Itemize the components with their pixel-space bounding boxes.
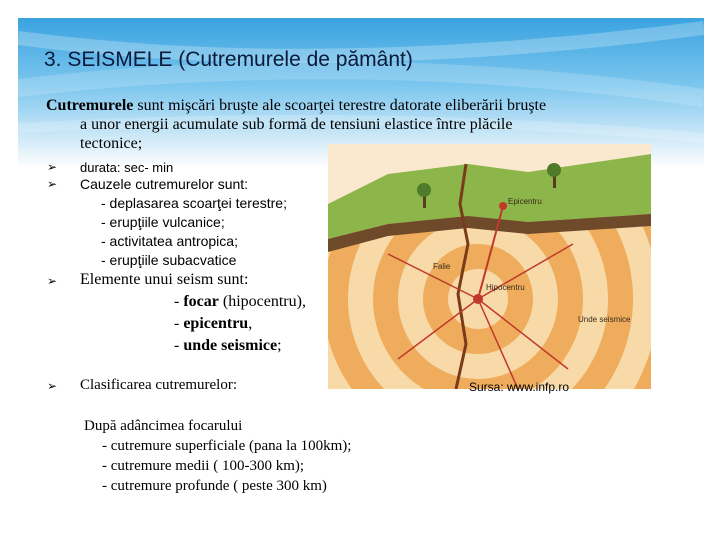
cause-item: - deplasarea scoarţei terestre; — [101, 195, 287, 211]
element-term: epicentru — [183, 315, 249, 332]
causes-title: Cauzele cutremurelor sunt: — [80, 176, 249, 192]
bullet-arrow-icon: ➢ — [47, 274, 58, 288]
element-item-waves: - unde seismice; — [174, 337, 282, 354]
depth-title: După adâncimea focarului — [84, 418, 243, 434]
classification-title: Clasificarea cutremurelor: — [80, 377, 238, 393]
hypocenter-label: Hipocentru — [486, 283, 525, 292]
epicenter-marker — [499, 202, 507, 210]
fault-label: Falie — [433, 262, 451, 271]
element-rest: (hipocentru), — [218, 293, 306, 310]
duration-text: durata: sec- min — [80, 160, 174, 175]
depth-item: - cutremure superficiale (pana la 100km); — [102, 438, 352, 454]
source-credit: Sursa: www.infp.ro — [469, 380, 570, 394]
bullet-arrow-icon: ➢ — [47, 177, 58, 191]
waves-label: Unde seismice — [578, 315, 631, 324]
intro-line1: sunt mişcări bruşte ale scoarţei terestre datorate eliberării bruşte — [133, 97, 547, 114]
elements-title: Elemente unui seism sunt: — [80, 271, 249, 288]
intro-term: Cutremurele — [46, 97, 134, 114]
element-item-focus: - focar (hipocentru), — [174, 293, 306, 310]
page-title: 3. SEISMELE (Cutremurele de pământ) — [44, 48, 413, 71]
earthquake-illustration — [328, 144, 651, 389]
bullet-arrow-icon: ➢ — [47, 379, 58, 393]
bullet-arrow-icon: ➢ — [47, 160, 58, 174]
cause-item: - erupţiile subacvatice — [101, 252, 237, 268]
epicenter-label: Epicentru — [508, 197, 542, 206]
cause-item: - activitatea antropica; — [101, 233, 238, 249]
element-rest: ; — [277, 337, 282, 354]
cause-item: - erupţiile vulcanice; — [101, 214, 225, 230]
intro-line3: tectonice; — [80, 135, 143, 152]
depth-item: - cutremure profunde ( peste 300 km) — [102, 478, 327, 494]
element-rest: , — [248, 315, 253, 332]
intro-line2: a unor energii acumulate sub formă de tensiuni elastice între plăcile — [80, 116, 513, 133]
element-term: unde seismice — [183, 337, 278, 354]
element-item-epicenter: - epicentru, — [174, 315, 253, 332]
depth-item: - cutremure medii ( 100-300 km); — [102, 458, 305, 474]
element-term: focar — [183, 293, 219, 310]
